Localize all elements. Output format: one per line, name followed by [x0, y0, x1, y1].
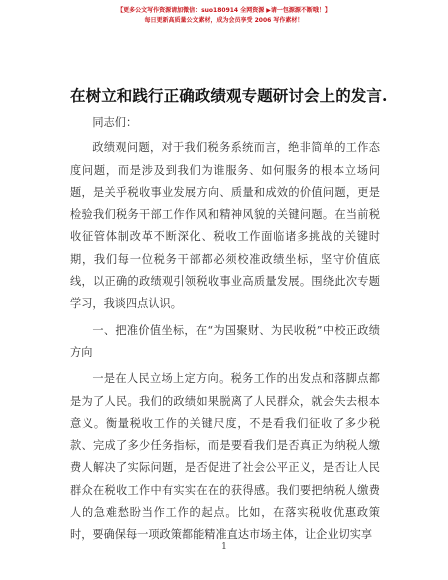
- section-heading: 一、把准价值坐标，在“为国聚财、为民收税”中校正政绩方向: [70, 323, 380, 359]
- document-body: [70, 112, 380, 547]
- body-paragraph: 政绩观问题，对于我们税务系统而言，绝非简单的工作态度问题，而是涉及到我们为谁服务、如何服务的根本立场问题，是关乎税收事业发展方向、质量和成效的价值问题，更是检验我们税务干部工作作风和精神风貌的关键问题。在当前税收征管体制改革不断深化、税收工作面临诸多挑战的关键时期，我们每一位税务干部都必须校准政绩坐标，坚守价值底线，以正确的政绩观引领税收事业高质量发展。围绕此次专题学习，我谈四点认识。: [70, 141, 380, 311]
- body-paragraph: 一是在人民立场上定方向。税务工作的出发点和落脚点都是为了人民。我们的政绩如果脱离了人民群众，就会失去根本意义。衡量税收工作的关键尺度，不是看我们征收了多少税款、完成了多少任务指标，而是要看我们是否真正为纳税人缴费人解决了实际问题，是否促进了社会公平正义，是否让人民群众在税收工作中有实实在在的获得感。我们要把纳税人缴费人的急难愁盼当作工作的起点。比如，在落实税收优惠政策时，要确保每一项政策都能精准直达市场主体，让企业切实享: [70, 372, 380, 542]
- promo-banner-line-1: 【更多公文写作资源请加微信：suo180914 全网资源 ▶请一包源源不断哦！】: [117, 7, 331, 14]
- promo-banner-line-2: 每日更新高质量公文素材，成为会员享受 2006 写作素材！: [144, 17, 304, 24]
- page-number: 1: [221, 542, 227, 552]
- document-title: 在树立和践行正确政绩观专题研讨会上的发言.: [70, 86, 388, 105]
- salutation: 同志们：: [92, 116, 138, 129]
- promo-banner: [0, 6, 448, 26]
